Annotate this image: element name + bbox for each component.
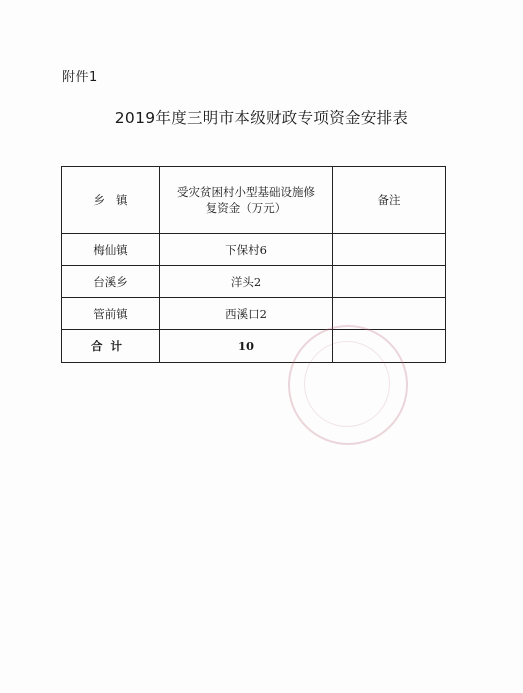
table-total-row [62, 330, 446, 363]
cell-township: 台溪乡 [62, 266, 160, 298]
header-township [62, 167, 160, 234]
header-funds [160, 167, 333, 234]
header-notes: 备注 [333, 167, 446, 234]
cell-funds: 下保村6 [160, 234, 333, 266]
cell-township: 梅仙镇 [62, 234, 160, 266]
budget-table [61, 166, 446, 363]
total-label [62, 330, 160, 363]
document-title: 2019年度三明市本级财政专项资金安排表 [114, 109, 409, 127]
cell-notes [333, 234, 446, 266]
cell-funds: 洋头2 [160, 266, 333, 298]
header-township-text: 乡 镇 [93, 193, 128, 207]
cell-notes [333, 298, 446, 330]
total-label-text: 合计 [91, 339, 130, 353]
table-row [62, 298, 446, 330]
cell-funds: 西溪口2 [160, 298, 333, 330]
header-funds-text: 受灾贫困村小型基础设施修复资金（万元） [177, 185, 315, 215]
total-value: 10 [160, 330, 333, 363]
table-header-row [62, 167, 446, 234]
total-notes [333, 330, 446, 363]
table-row [62, 266, 446, 298]
table-row [62, 234, 446, 266]
attachment-label: 附件1 [62, 70, 98, 85]
cell-notes [333, 266, 446, 298]
cell-township: 管前镇 [62, 298, 160, 330]
